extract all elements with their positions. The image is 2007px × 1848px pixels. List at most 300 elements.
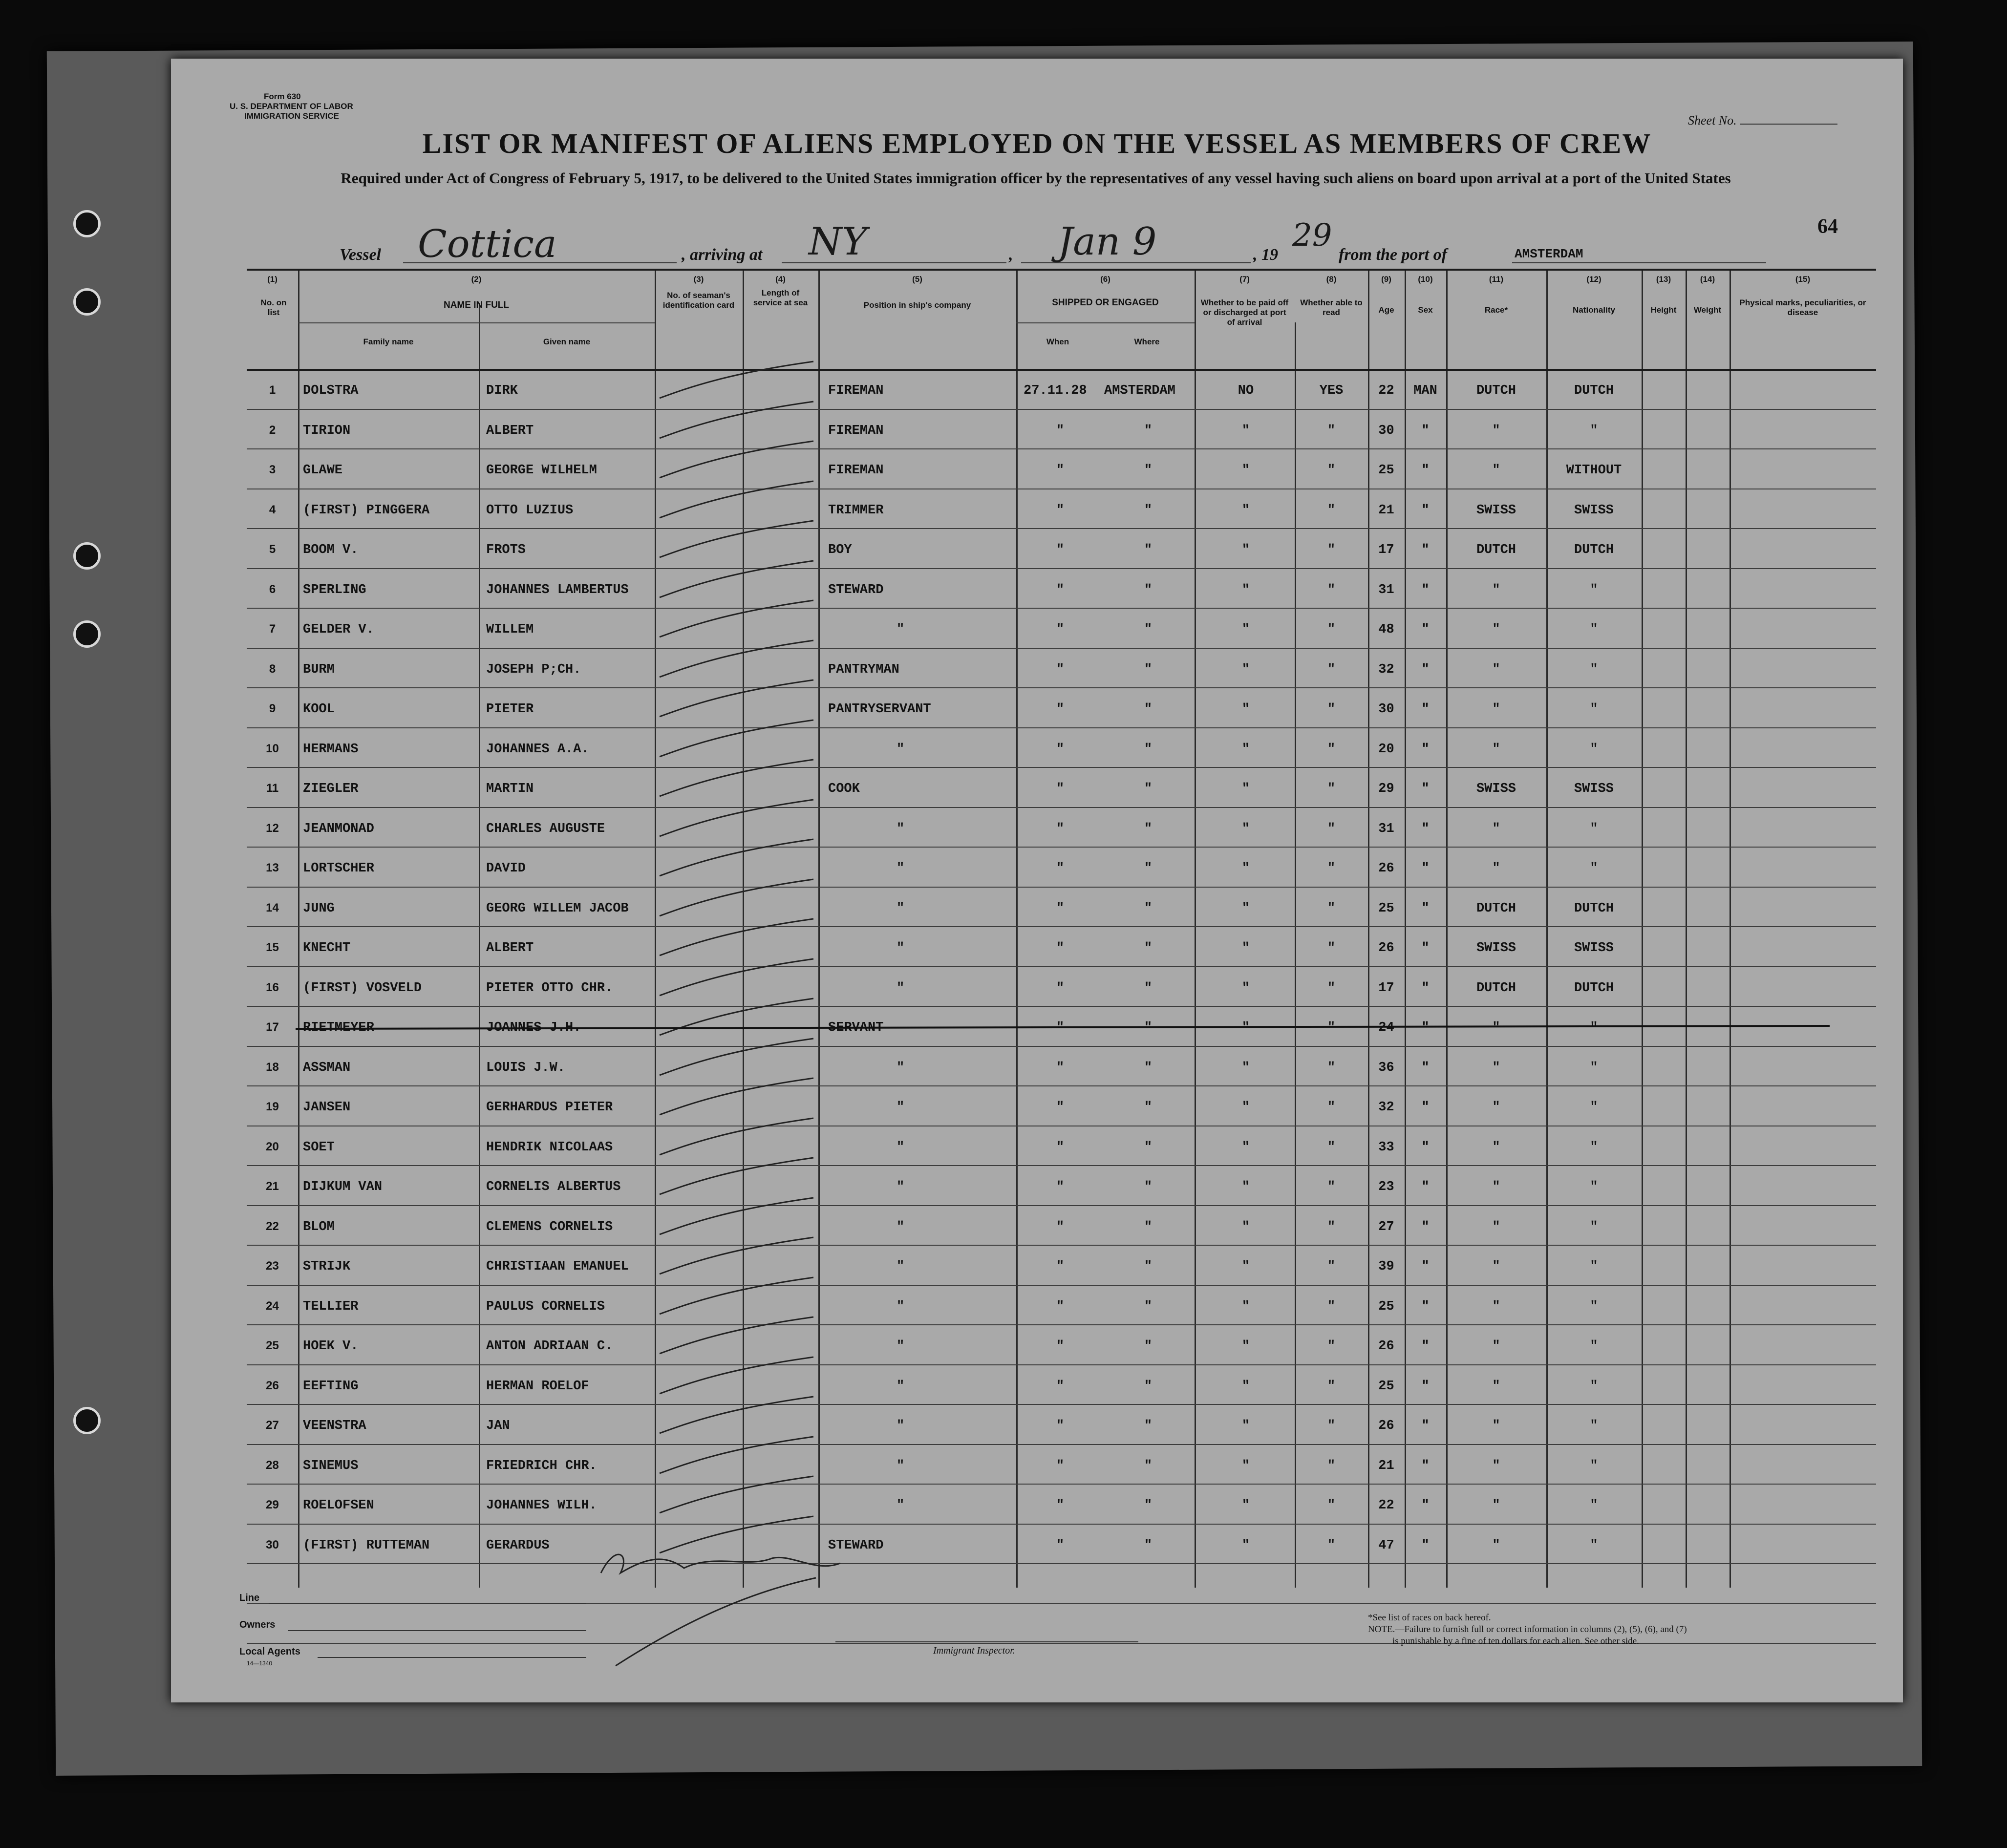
able-to-read: " [1327,702,1336,717]
given-name: DIRK [486,383,518,398]
shipped-when: " [1056,622,1065,637]
row-rule [247,528,1876,529]
nationality: " [1590,582,1598,597]
able-to-read: " [1327,1100,1336,1115]
age: 47 [1378,1538,1394,1553]
given-name: PIETER OTTO CHR. [486,980,613,996]
column-divider [1195,269,1196,1588]
age: 23 [1378,1180,1394,1194]
nationality: " [1590,702,1598,717]
shipped-where: " [1144,1339,1153,1354]
paid-off: " [1241,1419,1250,1433]
family-name: VEENSTRA [303,1419,366,1433]
able-to-read: " [1327,901,1336,916]
sex: " [1421,1458,1430,1473]
shipped-where: " [1144,1100,1153,1115]
row-number: 26 [266,1379,279,1392]
name-subheader-rule [298,322,655,323]
row-number: 5 [269,543,276,556]
race: " [1492,582,1500,597]
check-mark-stroke [657,1036,818,1080]
check-mark-stroke [657,439,818,483]
family-name: DIJKUM VAN [303,1180,383,1194]
sex: MAN [1413,383,1437,398]
header-when: When [1046,337,1069,346]
arrival-date: Jan 9 [1058,220,1157,264]
vessel-label: Vessel [340,246,381,264]
shipped-when: " [1056,861,1065,876]
given-name: ALBERT [486,423,534,438]
header-weight: Weight [1693,305,1722,315]
column-number: (12) [1586,275,1601,284]
age: 32 [1378,662,1394,677]
able-to-read: " [1327,662,1336,677]
manifest-sheet [171,59,1903,1702]
given-name: HENDRIK NICOLAAS [486,1140,613,1155]
row-rule [247,648,1876,649]
sex: " [1421,423,1430,438]
sex: " [1421,901,1430,916]
row-rule [247,409,1876,410]
row-number: 13 [266,861,279,874]
column-number: (9) [1381,275,1391,284]
column-number: (2) [471,275,482,284]
shipped-when: " [1056,1299,1065,1314]
shipped-where: " [1144,543,1153,557]
paid-off: " [1241,1180,1250,1194]
shipped-when: " [1056,1100,1065,1115]
row-number: 14 [266,901,279,914]
family-name: GELDER V. [303,622,374,637]
able-to-read: " [1327,1458,1336,1473]
position: " [897,1259,905,1274]
from-label: from the port of [1339,246,1447,264]
family-name: RIETMEYER [303,1020,374,1035]
column-number: (6) [1100,275,1110,284]
header-height: Height [1650,305,1677,315]
given-name: JAN [486,1419,510,1433]
age: 25 [1378,463,1394,478]
vessel-name: Cottica [418,222,557,266]
nationality: " [1590,1180,1598,1194]
age: 26 [1378,861,1394,876]
family-name: ASSMAN [303,1060,351,1075]
position: PANTRYSERVANT [828,702,931,717]
able-to-read: " [1327,941,1336,956]
paid-off: " [1241,622,1250,637]
nationality: SWISS [1574,782,1614,796]
check-mark-stroke [657,797,818,841]
check-mark-stroke [657,1355,818,1399]
sheet-no-field [1688,113,1837,128]
header-family-name: Family name [363,337,414,346]
able-to-read: " [1327,980,1336,996]
shipped-when: " [1056,1379,1065,1394]
nationality: " [1590,742,1598,757]
race: " [1492,622,1500,637]
sex: " [1421,1419,1430,1433]
position: STEWARD [828,1538,884,1553]
position: FIREMAN [828,463,884,478]
note-line-2: is punishable by a fine of ten dollars for each alien. See other side. [1392,1636,1639,1646]
family-name: JANSEN [303,1100,351,1115]
row-number: 7 [269,622,276,636]
sex: " [1421,463,1430,478]
row-number: 9 [269,702,276,715]
page-title: LIST OR MANIFEST OF ALIENS EMPLOYED ON THE VESSEL AS MEMBERS OF CREW [422,127,1652,159]
row-number: 19 [266,1100,279,1113]
given-name: JOHANNES LAMBERTUS [486,582,629,597]
row-number: 1 [269,383,276,397]
row-rule [247,1524,1876,1525]
footer-note [1368,1612,1687,1647]
nationality: " [1590,1259,1598,1274]
position: BOY [828,543,852,557]
row-rule [247,926,1876,927]
able-to-read: " [1327,1379,1336,1394]
check-mark-stroke [657,359,818,403]
nationality: " [1590,1379,1598,1394]
paid-off: " [1241,702,1250,717]
given-name: GEORGE WILHELM [486,463,597,478]
header-nationality: Nationality [1573,305,1615,315]
given-name: JOANNES J.H. [486,1020,581,1035]
check-mark-stroke [657,718,818,762]
shipped-where: " [1144,782,1153,796]
age: 48 [1378,622,1394,637]
check-mark-stroke [657,1155,818,1199]
footer-form-code: 14—1340 [247,1660,273,1667]
nationality: " [1590,821,1598,836]
race: " [1492,1538,1500,1553]
nationality: " [1590,1419,1598,1433]
column-number: (1) [267,275,278,284]
header-able-read: Whether able to read [1300,298,1363,317]
position: " [897,1180,905,1194]
able-to-read: " [1327,1219,1336,1234]
able-to-read: " [1327,1538,1336,1553]
race: " [1492,423,1500,438]
able-to-read: " [1327,742,1336,757]
row-rule [247,807,1876,808]
age: 27 [1378,1219,1394,1234]
age: 39 [1378,1259,1394,1274]
age: 25 [1378,1299,1394,1314]
nationality: DUTCH [1574,980,1614,996]
position: " [897,742,905,757]
nationality: " [1590,1060,1598,1075]
given-name: WILLEM [486,622,534,637]
row-number: 20 [266,1140,279,1153]
sex: " [1421,1259,1430,1274]
row-rule [247,1046,1876,1047]
footer-agents-label: Local Agents [239,1646,300,1657]
sex: " [1421,941,1430,956]
nationality: " [1590,1538,1598,1553]
position: " [897,1379,905,1394]
sex: " [1421,1498,1430,1513]
manifest-table [247,269,1876,1588]
able-to-read: " [1327,463,1336,478]
shipped-when: " [1056,980,1065,996]
age: 22 [1378,1498,1394,1513]
family-name: (FIRST) VOSVELD [303,980,422,996]
row-number: 22 [266,1219,279,1233]
nationality: " [1590,1299,1598,1314]
row-rule [247,1563,1876,1564]
given-name: CORNELIS ALBERTUS [486,1180,621,1194]
age: 33 [1378,1140,1394,1155]
age: 26 [1378,941,1394,956]
shipped-when: " [1056,423,1065,438]
nationality: DUTCH [1574,901,1614,916]
shipped-when: 27.11.28 [1024,383,1087,398]
family-name: STRIJK [303,1259,351,1274]
check-mark-stroke [657,837,818,881]
race: SWISS [1476,503,1516,518]
race: " [1492,662,1500,677]
check-mark-stroke [657,757,818,801]
paid-off: " [1241,1339,1250,1354]
age: 32 [1378,1100,1394,1115]
header-no-on-list: No. on list [260,298,287,317]
sex: " [1421,1060,1430,1075]
age: 22 [1378,383,1394,398]
sex: " [1421,742,1430,757]
race: DUTCH [1476,543,1516,557]
family-name: HERMANS [303,742,359,757]
column-divider [1642,269,1643,1588]
family-name: LORTSCHER [303,861,374,876]
given-name: HERMAN ROELOF [486,1379,589,1394]
column-number: (7) [1239,275,1250,284]
paid-off: NO [1238,383,1254,398]
able-to-read: " [1327,1259,1336,1274]
position: " [897,1498,905,1513]
column-divider [818,269,820,1588]
paid-off: " [1241,1458,1250,1473]
form-number: Form 630 [264,92,301,101]
given-name: CHARLES AUGUSTE [486,821,605,836]
shipped-when: " [1056,463,1065,478]
header-length-service: Length of service at sea [753,288,808,307]
paid-off: " [1241,980,1250,996]
punch-hole [73,288,101,316]
age: 30 [1378,702,1394,717]
check-mark-stroke [657,558,818,602]
family-name: TELLIER [303,1299,359,1314]
punch-hole [73,1407,101,1434]
shipped-when: " [1056,702,1065,717]
shipped-when: " [1056,503,1065,518]
position: TRIMMER [828,503,884,518]
punch-hole [73,620,101,648]
row-number: 8 [269,662,276,676]
shipped-when: " [1056,543,1065,557]
nationality: " [1590,1100,1598,1115]
column-divider [655,269,656,1588]
shipped-where: " [1144,1458,1153,1473]
able-to-read: " [1327,1498,1336,1513]
strike-through-line [247,1018,1908,1038]
shipped-where: " [1144,423,1153,438]
sex: " [1421,821,1430,836]
shipped-when: " [1056,1538,1065,1553]
age: 25 [1378,1379,1394,1394]
race: DUTCH [1476,383,1516,398]
shipped-when: " [1056,782,1065,796]
shipped-where: " [1144,582,1153,597]
given-name: PIETER [486,702,534,717]
position: " [897,821,905,836]
paid-off: " [1241,423,1250,438]
age: 31 [1378,582,1394,597]
arriving-label: , arriving at [682,246,763,264]
sex: " [1421,782,1430,796]
paid-off: " [1241,1020,1250,1035]
row-rule [247,1285,1876,1286]
paid-off: " [1241,1219,1250,1234]
nationality: SWISS [1574,941,1614,956]
shipped-when: " [1056,1180,1065,1194]
footer-line-label: Line [239,1593,260,1603]
row-number: 30 [266,1538,279,1551]
given-name: ALBERT [486,941,534,956]
header-shipped: SHIPPED OR ENGAGED [1052,297,1159,308]
able-to-read: " [1327,1419,1336,1433]
family-name: JEANMONAD [303,821,374,836]
row-number: 29 [266,1498,279,1511]
shipped-when: " [1056,1259,1065,1274]
able-to-read: " [1327,782,1336,796]
header-bottom-rule [247,369,1876,371]
shipped-where: AMSTERDAM [1104,383,1175,398]
paid-off: " [1241,901,1250,916]
vessel-line [340,217,1791,266]
column-number: (8) [1326,275,1337,284]
row-number: 10 [266,742,279,755]
sex: " [1421,702,1430,717]
sex: " [1421,1379,1430,1394]
sex: " [1421,543,1430,557]
able-to-read: " [1327,1339,1336,1354]
able-to-read: " [1327,543,1336,557]
given-name: FROTS [486,543,526,557]
position: " [897,1100,905,1115]
nationality: WITHOUT [1566,463,1622,478]
family-name: (FIRST) PINGGERA [303,503,430,518]
header-given-name: Given name [543,337,591,346]
shipped-where: " [1144,1060,1153,1075]
nationality: " [1590,1219,1598,1234]
footer-owners-label: Owners [239,1619,276,1630]
footer-agents-blank [318,1657,586,1658]
given-name: MARTIN [486,782,534,796]
table-top-rule [247,269,1876,271]
row-number: 28 [266,1458,279,1472]
race: " [1492,1458,1500,1473]
shipped-where: " [1144,622,1153,637]
shipped-when: " [1056,1458,1065,1473]
year-value: 29 [1292,217,1332,254]
check-mark-stroke [657,479,818,523]
shipped-where: " [1144,821,1153,836]
column-divider [1729,269,1731,1588]
punch-hole [73,542,101,570]
note-races: *See list of races on back hereof. [1368,1613,1491,1623]
row-rule [247,448,1876,449]
nationality: DUTCH [1574,543,1614,557]
shipped-where: " [1144,1299,1153,1314]
position: STEWARD [828,582,884,597]
shipped-when: " [1056,742,1065,757]
given-name: FRIEDRICH CHR. [486,1458,597,1473]
family-name: JUNG [303,901,335,916]
sex: " [1421,662,1430,677]
able-to-read: YES [1319,383,1344,398]
family-name: ZIEGLER [303,782,359,796]
family-name: SINEMUS [303,1458,359,1473]
nationality: " [1590,861,1598,876]
given-name: CLEMENS CORNELIS [486,1219,613,1234]
signature-scrawl [586,1524,928,1671]
shipped-where: " [1144,1259,1153,1274]
race: SWISS [1476,941,1516,956]
check-mark-stroke [657,1195,818,1239]
sex: " [1421,980,1430,996]
row-number: 3 [269,463,276,476]
row-rule [247,727,1876,728]
age: 26 [1378,1339,1394,1354]
family-name: HOEK V. [303,1339,359,1354]
paid-off: " [1241,1379,1250,1394]
row-rule [247,1364,1876,1365]
position: " [897,901,905,916]
given-name: DAVID [486,861,526,876]
family-name: TIRION [303,423,351,438]
sex: " [1421,1219,1430,1234]
header-paid-off: Whether to be paid off or discharged at port of arrival [1200,298,1289,327]
paid-off: " [1241,1299,1250,1314]
position: " [897,980,905,996]
shipped-where: " [1144,1419,1153,1433]
position: SERVANT [828,1020,884,1035]
able-to-read: " [1327,1020,1336,1035]
sex: " [1421,1339,1430,1354]
date-comma: , [1009,246,1013,264]
position: " [897,1140,905,1155]
shipped-where: " [1144,463,1153,478]
sheet-no-label: Sheet No. [1688,113,1737,127]
sex: " [1421,1100,1430,1115]
given-name: ANTON ADRIAAN C. [486,1339,613,1354]
shipped-when: " [1056,582,1065,597]
departure-port: AMSTERDAM [1515,247,1583,261]
race: " [1492,1419,1500,1433]
row-number: 21 [266,1180,279,1193]
able-to-read: " [1327,861,1336,876]
position: " [897,1339,905,1354]
nationality: " [1590,622,1598,637]
family-name: EEFTING [303,1379,359,1394]
shipped-where: " [1144,980,1153,996]
able-to-read: " [1327,582,1336,597]
row-number: 23 [266,1259,279,1273]
header-position: Position in ship's company [863,300,971,310]
able-to-read: " [1327,622,1336,637]
age: 17 [1378,543,1394,557]
race: " [1492,1299,1500,1314]
